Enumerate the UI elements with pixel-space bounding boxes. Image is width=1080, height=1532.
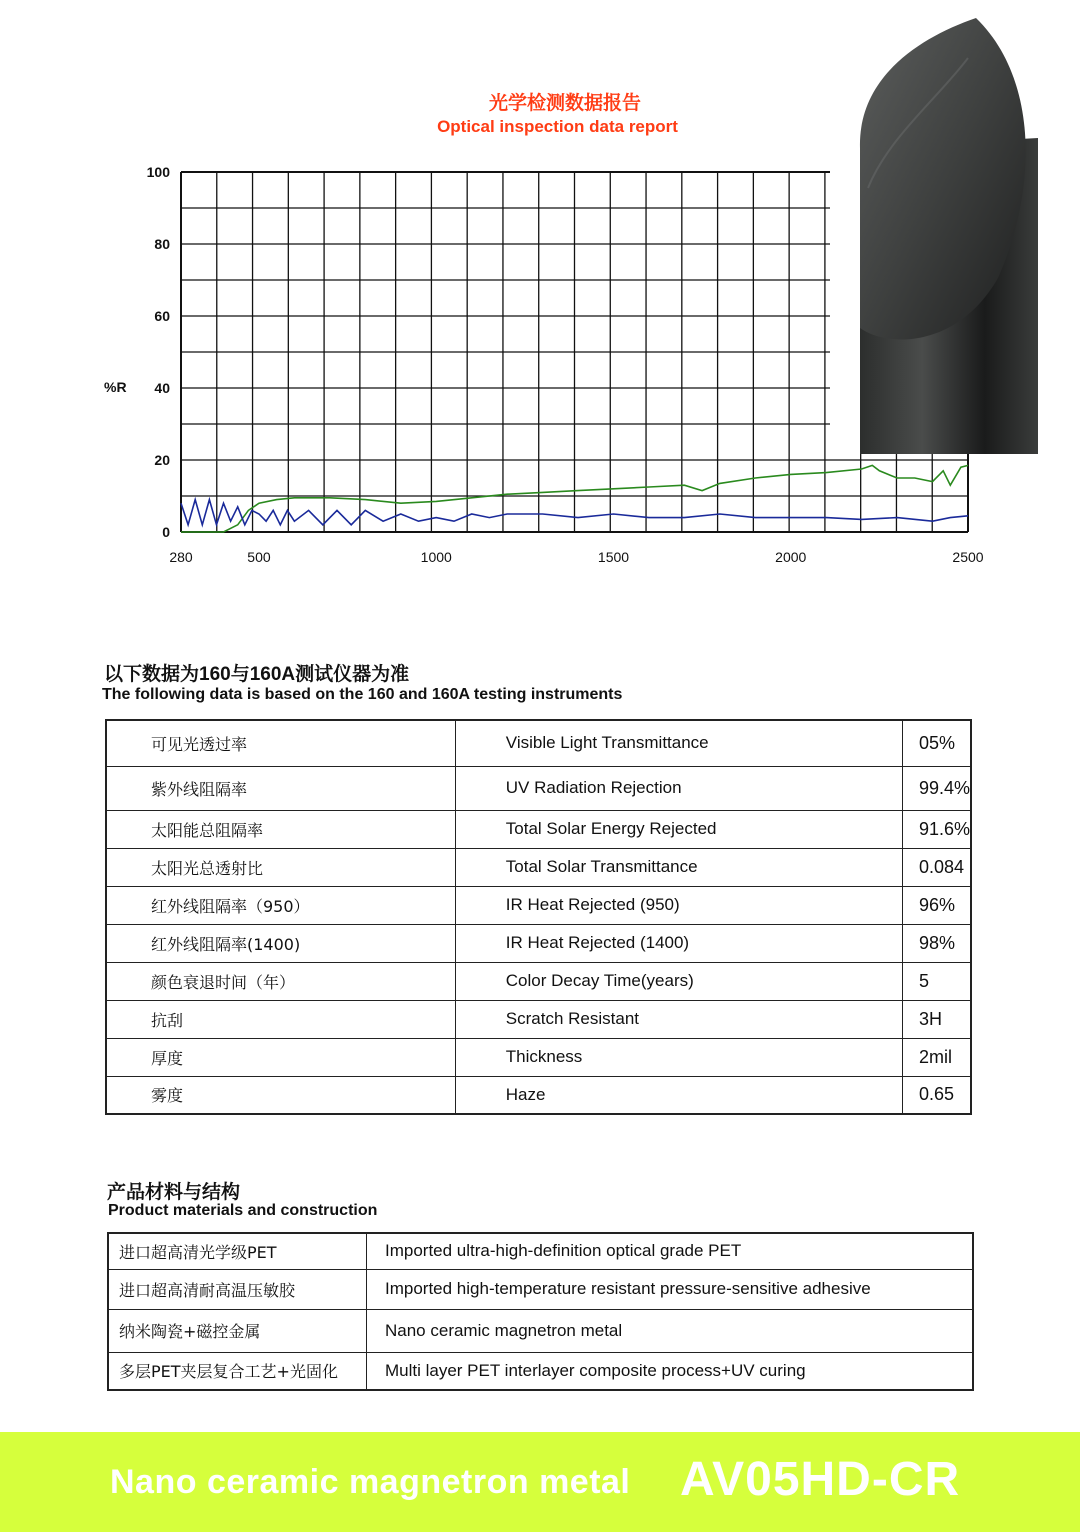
materials-table [107, 1232, 974, 1391]
spec-value: 05% [902, 720, 971, 766]
materials-heading-cn: 产品材料与结构 [107, 1182, 241, 1203]
spec-en: Haze [455, 1076, 902, 1114]
material-en: Multi layer PET interlayer composite process+UV curing [367, 1352, 974, 1390]
table-row [108, 1233, 973, 1269]
report-title-en: Optical inspection data report [437, 117, 678, 136]
spec-cn: 厚度 [106, 1038, 455, 1076]
table-row [106, 810, 971, 848]
materials-heading-en: Product materials and construction [108, 1202, 378, 1219]
banner-model-code: AV05HD-CR [680, 1453, 961, 1506]
spec-value: 5 [902, 962, 971, 1000]
spec-value: 2mil [902, 1038, 971, 1076]
spec-en: IR Heat Rejected (950) [455, 886, 902, 924]
table-row [106, 1000, 971, 1038]
spec-cn: 太阳能总阻隔率 [106, 810, 455, 848]
table-row [106, 924, 971, 962]
spec-value: 96% [902, 886, 971, 924]
y-tick-label: 40 [154, 380, 170, 396]
spec-en: Color Decay Time(years) [455, 962, 902, 1000]
x-tick-label: 1000 [420, 549, 452, 565]
material-cn: 进口超高清光学级PET [108, 1233, 367, 1269]
material-en: Nano ceramic magnetron metal [367, 1309, 974, 1352]
spec-en: Scratch Resistant [455, 1000, 902, 1038]
x-tick-label: 2000 [775, 549, 807, 565]
spec-cn: 抗刮 [106, 1000, 455, 1038]
spec-cn: 紫外线阻隔率 [106, 766, 455, 810]
spec-en: Thickness [455, 1038, 902, 1076]
spec-table [105, 719, 972, 1115]
material-cn: 纳米陶瓷+磁控金属 [108, 1309, 367, 1352]
material-cn: 进口超高清耐高温压敏胶 [108, 1269, 367, 1309]
spec-value: 98% [902, 924, 971, 962]
spec-value: 99.4% [902, 766, 971, 810]
spec-heading-cn: 以下数据为160与160A测试仪器为准 [104, 664, 410, 685]
spec-cn: 颜色衰退时间（年） [106, 962, 455, 1000]
x-tick-label: 280 [169, 549, 193, 565]
spec-cn: 雾度 [106, 1076, 455, 1114]
spec-cn: 可见光透过率 [106, 720, 455, 766]
material-cn: 多层PET夹层复合工艺+光固化 [108, 1352, 367, 1390]
y-tick-label: 80 [154, 236, 170, 252]
table-row [108, 1352, 973, 1390]
y-tick-label: 100 [146, 164, 170, 180]
report-title-cn: 光学检测数据报告 [488, 93, 641, 114]
spec-value: 0.65 [902, 1076, 971, 1114]
spec-cn: 太阳光总透射比 [106, 848, 455, 886]
table-row [106, 720, 971, 766]
table-row [108, 1309, 973, 1352]
table-row [106, 1038, 971, 1076]
table-row [108, 1269, 973, 1309]
spec-en: Visible Light Transmittance [455, 720, 902, 766]
y-tick-label: 60 [154, 308, 170, 324]
spec-en: UV Radiation Rejection [455, 766, 902, 810]
spec-cn: 红外线阻隔率（950） [106, 886, 455, 924]
spec-value: 3H [902, 1000, 971, 1038]
material-en: Imported high-temperature resistant pressure-sensitive adhesive [367, 1269, 974, 1309]
x-tick-label: 2500 [952, 549, 984, 565]
table-row [106, 848, 971, 886]
spec-value: 0.084 [902, 848, 971, 886]
y-tick-label: 0 [162, 524, 170, 540]
spec-heading-en: The following data is based on the 160 and 160A testing instruments [102, 686, 623, 703]
table-row [106, 962, 971, 1000]
x-tick-label: 500 [247, 549, 271, 565]
y-tick-label: 20 [154, 452, 170, 468]
spec-en: Total Solar Energy Rejected [455, 810, 902, 848]
y-axis-label: %R [104, 379, 127, 395]
table-row [106, 1076, 971, 1114]
table-row [106, 886, 971, 924]
window-film-roll-image [848, 18, 1038, 454]
spec-cn: 红外线阻隔率(1400) [106, 924, 455, 962]
spec-value: 91.6% [902, 810, 971, 848]
x-tick-label: 1500 [597, 549, 630, 565]
banner-tagline: Nano ceramic magnetron metal [110, 1463, 631, 1501]
spec-en: Total Solar Transmittance [455, 848, 902, 886]
material-en: Imported ultra-high-definition optical grade PET [367, 1233, 974, 1269]
spec-en: IR Heat Rejected (1400) [455, 924, 902, 962]
table-row [106, 766, 971, 810]
